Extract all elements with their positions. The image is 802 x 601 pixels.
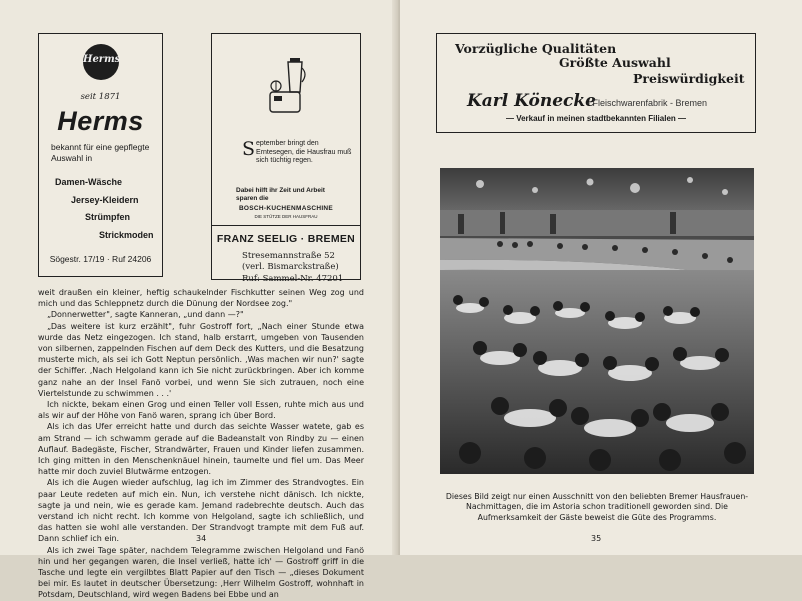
audience-photo — [440, 168, 754, 474]
seelig-firm-name: FRANZ SEELIG · BREMEN — [216, 233, 356, 245]
seelig-slogan — [242, 140, 357, 166]
seelig-machine-subtitle: DIE STÜTZE DER HAUSFRAU — [254, 214, 318, 219]
seelig-old-street: (verl. Bismarckstraße) — [242, 262, 339, 272]
koenecke-advertisement — [436, 33, 756, 133]
seelig-street: Stresemannstraße 52 — [242, 251, 335, 261]
koenecke-sales-line: — Verkauf in meinen stadtbekannten Filialen — — [505, 114, 687, 123]
seelig-machine-name: BOSCH-KUCHENMASCHINE — [238, 205, 334, 212]
story-paragraph: Ich nickte, bekam einen Grog und einen Teller voll Essen, ruhte mich aus und als wir auf der Höhe von Fanö waren, sprang ich über Bord. — [38, 400, 364, 421]
story-paragraph: Als ich das Ufer erreicht hatte und durch das seichte Wasser watete, gab es am Strand — ich schwamm gerade auf die Badeanstalt von Rindby zu — einen Auflauf. Badegäste, Fischer, Strandwärter, Frauen und Kinder liefen zusammen. Ich ging mitten in den Menschenknäuel hinein, taumelte und fiel um. Das Meer hatte mir doch zuviel Blutwärme entzogen. — [38, 422, 364, 477]
herms-advertisement — [38, 33, 163, 277]
herms-since: seit 1871 — [80, 92, 121, 102]
left-page — [0, 0, 396, 600]
seelig-slogan-text: eptember bringt den Erntesegen, die Hausfrau muß sich tüchtig regen. — [256, 140, 352, 164]
herms-brand: Herms — [57, 106, 144, 136]
seelig-help-text: Dabei hilft ihr Zeit und Arbeit sparen die — [236, 187, 325, 202]
koenecke-line-quality: Vorzügliche Qualitäten — [455, 41, 617, 56]
seelig-phone: Ruf: Sammel-Nr. 47201 — [242, 274, 344, 284]
story-paragraph: Als ich die Augen wieder aufschlug, lag ich im Zimmer des Strandvogtes. Ein paar Leute redeten auf mich ein. Nun, ich verstehe nicht dänisch. Ich nickte, sagte ja und nein, wie es gerade kam. Jemand radebrechte deutsch. Auch das verstand ich nicht recht. Ich komme von Helgoland, sagte ich schließlich, und das hatten sie wohl alle verstanden. Der Strandvogt trampte mit dem Fuß auf. Dann schlief ich ein. — [38, 478, 364, 544]
herms-item-list — [39, 174, 162, 244]
herms-logo — [83, 44, 119, 80]
koenecke-line-selection: Größte Auswahl — [559, 55, 671, 70]
herms-item: Strickmoden — [99, 229, 154, 240]
ballroom-photo-illustration — [440, 168, 754, 474]
herms-address: Sögestr. 17/19 · Ruf 24206 — [49, 254, 152, 264]
page-number-left: 34 — [196, 534, 207, 543]
koenecke-trade: - Fleischwarenfabrik - Bremen — [587, 98, 708, 108]
herms-item: Strümpfen — [85, 212, 130, 222]
story-text — [38, 287, 364, 601]
seelig-slogan-initial: S — [242, 138, 256, 160]
photo-caption: Dieses Bild zeigt nur einen Ausschnitt von den beliebten Bremer Hausfrauen-Nachmittagen, die im Astoria schon traditionell geworden sind. Die Aufmerksamkeit der Gäste beweist die Güte des Programms. — [445, 492, 749, 522]
story-paragraph: weit draußen ein kleiner, heftig schaukelnder Fischkutter seinen Weg zog und mich und das Schleppnetz durch die Dünung der Nordsee zog." — [38, 288, 364, 309]
food-processor-illustration — [266, 56, 310, 116]
koenecke-line-value: Preiswürdigkeit — [633, 71, 745, 86]
story-paragraph: „Das weitere ist kurz erzählt", fuhr Gostroff fort, „Nach einer Stunde etwa wurde das Netz eingezogen. Ich stand, halb erstarrt, umgeben von Tausenden von silbernen, zappelnden Fischen auf dem Deck des Kutters, und die Besatzung musterte mich, als sei ich Gott Neptun persönlich. ‚Was machen wir nun?' sagte der Schiffer. ‚Nach Helgoland kann ich Sie nicht zurückbringen. Aber ich komme ganz nahe an der Insel Fanö vorbei, und wenn Sie sich zutrauen, noch eine Viertelstunde zu schwimmen . . .' — [38, 321, 364, 398]
herms-logo-text: Herms — [83, 54, 121, 65]
page-number-right: 35 — [591, 534, 602, 543]
herms-item: Damen-Wäsche — [55, 177, 123, 187]
story-paragraph: „Donnerwetter", sagte Kanneran, „und dann —?" — [47, 310, 244, 320]
seelig-divider — [212, 225, 360, 226]
herms-item: Jersey-Kleidern — [71, 194, 139, 205]
seelig-advertisement — [211, 33, 361, 284]
koenecke-name: Karl Könecke — [467, 91, 596, 111]
herms-tagline: bekannt für eine gepflegte Auswahl in — [51, 142, 150, 163]
story-paragraph: Als ich zwei Tage später, nachdem Telegramme zwischen Helgoland und Fanö hin und her gegangen waren, die Insel verließ, hatte ich' — Gostroff griff in die Tasche und legte ein vergilbtes Blatt Papier auf den Tisch — „dieses Dokument bei mir. Es lautet in deutscher Übersetzung: ‚Herr Wilhelm Gostroff, wohnhaft in Potsdam, Deutschland, wird wegen Badens bei Ebbe und an — [38, 545, 364, 600]
